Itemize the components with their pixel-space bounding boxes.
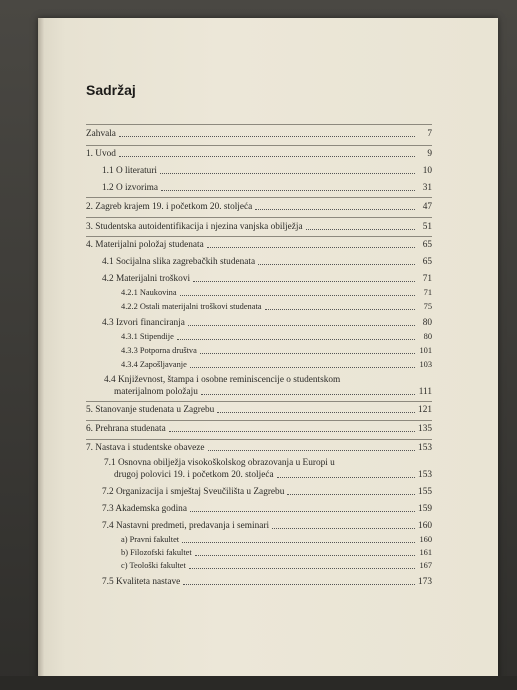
- toc-entry: 3. Studentska autoidentifikacija i njezina vanjska obilježja 51: [86, 222, 432, 232]
- toc-entry: 4.2.1 Naukovina 71: [121, 288, 432, 297]
- toc-entry: 6. Prehrana studenata 135: [86, 424, 432, 434]
- toc-entry: Zahvala 7: [86, 129, 432, 139]
- toc-entry: 4.2 Materijalni troškovi 71: [102, 274, 432, 284]
- toc-entry: 7.4 Nastavni predmeti, predavanja i seminari 160: [102, 521, 432, 531]
- toc-entry: 4. Materijalni položaj studenata 65: [86, 240, 432, 250]
- separator: [86, 420, 432, 421]
- toc-entry: 5. Stanovanje studenata u Zagrebu 121: [86, 405, 432, 415]
- separator: [86, 401, 432, 402]
- toc-entry: 2. Zagreb krajem 19. i početkom 20. stoljeća 47: [86, 202, 432, 212]
- separator: [86, 217, 432, 218]
- separator: [86, 124, 432, 125]
- toc-entry: 1.1 O literaturi 10: [102, 166, 432, 176]
- table-edge: [0, 676, 517, 690]
- separator: [86, 236, 432, 237]
- toc-entry: 4.1 Socijalna slika zagrebačkih studenata 65: [102, 257, 432, 267]
- toc-entry: a) Pravni fakultet 160: [121, 535, 432, 544]
- toc-entry: c) Teološki fakultet 167: [121, 561, 432, 570]
- separator: [86, 439, 432, 440]
- toc-entry: 4.3.3 Potporna društva 101: [121, 346, 432, 355]
- toc-entry: 7.1 Osnovna obilježja visokoškolskog obrazovanja u Europi u drugoj polovici 19. i početkom 20. stoljeća 153: [104, 458, 432, 480]
- toc-entry: 7.5 Kvaliteta nastave 173: [102, 577, 432, 587]
- toc-entry: 4.3.1 Stipendije 80: [121, 332, 432, 341]
- toc-entry: b) Filozofski fakultet 161: [121, 548, 432, 557]
- page-binding: [38, 18, 44, 682]
- toc-entry: 7.3 Akademska godina 159: [102, 504, 432, 514]
- toc-entry: 4.3 Izvori financiranja 80: [102, 318, 432, 328]
- toc-entry: 7. Nastava i studentske obaveze 153: [86, 443, 432, 453]
- separator: [86, 145, 432, 146]
- toc-entry: 4.3.4 Zapošljavanje 103: [121, 360, 432, 369]
- toc-entry: 4.2.2 Ostali materijalni troškovi studenata 75: [121, 302, 432, 311]
- toc-entry: 1. Uvod 9: [86, 149, 432, 159]
- toc-entry: 7.2 Organizacija i smještaj Sveučilišta u Zagrebu 155: [102, 487, 432, 497]
- toc-entry: 4.4 Književnost, štampa i osobne reminiscencije o studentskom materijalnom položaju 111: [104, 375, 432, 397]
- separator: [86, 197, 432, 198]
- toc-entry: 1.2 O izvorima 31: [102, 183, 432, 193]
- page-title: Sadržaj: [86, 82, 136, 98]
